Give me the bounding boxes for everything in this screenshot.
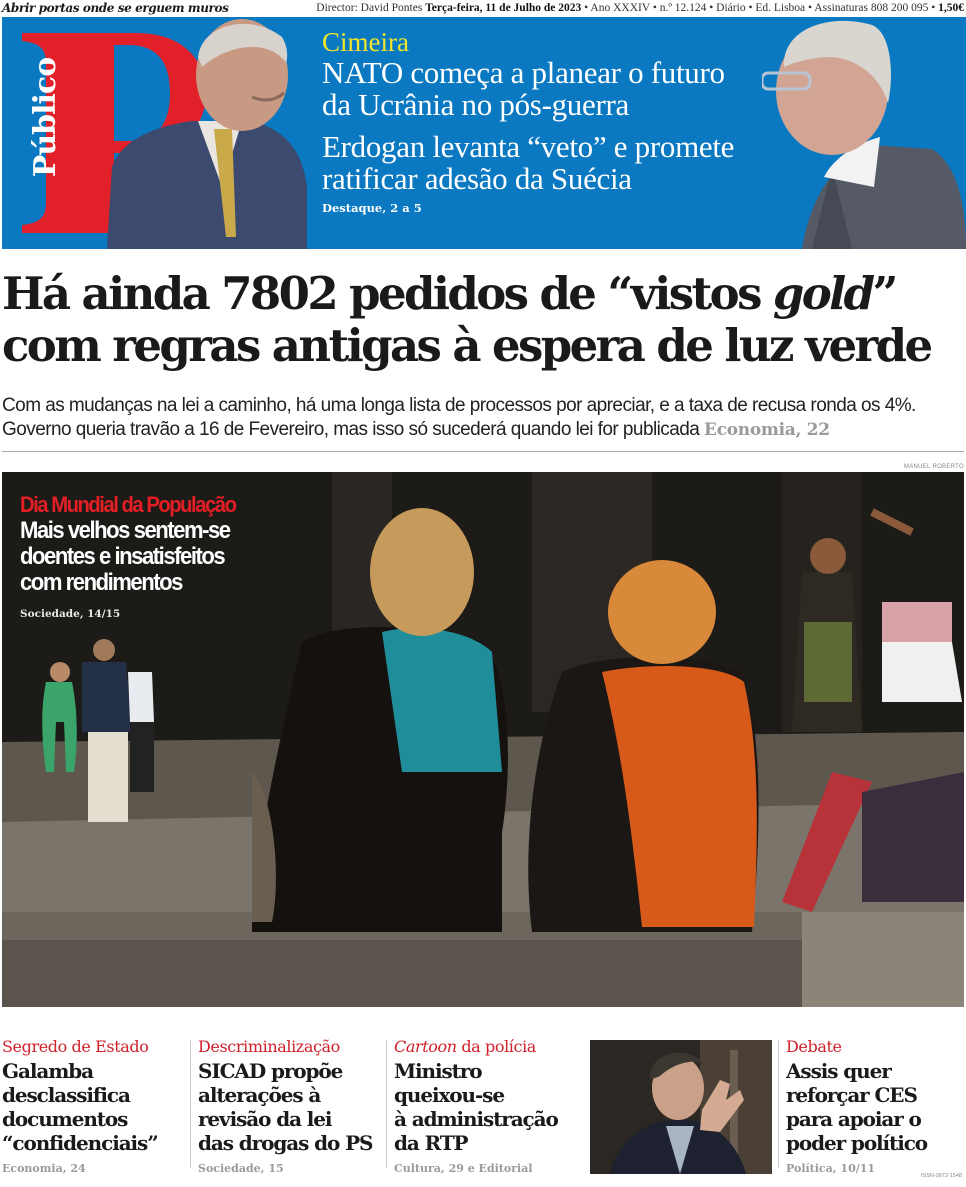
teaser-headline: Ministro queixou-se à administração da RTP xyxy=(394,1059,558,1155)
column-divider xyxy=(386,1040,387,1168)
banner-headline-1[interactable]: NATO começa a planear o futuro da Ucrânia no pós-guerra xyxy=(322,55,725,122)
photo-story-text xyxy=(20,492,320,620)
teaser-page-ref: Cultura, 29 e Editorial xyxy=(394,1162,533,1175)
minister-portrait-image xyxy=(590,1040,772,1174)
banner-headline-2[interactable]: Erdogan levanta “veto” e promete ratificar adesão da Suécia xyxy=(322,129,735,196)
banner-story xyxy=(322,27,772,215)
teaser-assis[interactable] xyxy=(786,1036,964,1176)
teaser-kicker: Descriminalização xyxy=(198,1037,340,1056)
teaser-kicker: Debate xyxy=(786,1037,842,1056)
issn-code: ISSN-0872-1548 xyxy=(921,1173,962,1179)
photo-kicker: Dia Mundial da População xyxy=(20,492,236,517)
stoltenberg-photo xyxy=(762,17,966,249)
teaser-sicad[interactable] xyxy=(198,1036,383,1176)
lead-headline[interactable]: Há ainda 7802 pedidos de “vistos gold” com regras antigas à espera de luz verde xyxy=(2,267,931,372)
price: 1,50€ xyxy=(938,2,964,14)
lead-page-ref: Economia, 22 xyxy=(704,420,830,440)
top-banner[interactable] xyxy=(2,17,966,249)
teaser-kicker: Cartoon da polícia xyxy=(394,1037,536,1056)
photo-credit: MANUEL ROBERTO xyxy=(903,464,964,470)
issue-details: • Ano XXXIV • n.º 12.124 • Diário • Ed. Lisboa • Assinaturas 808 200 095 • xyxy=(584,2,936,14)
teaser-kicker: Segredo de Estado xyxy=(2,1037,149,1056)
photo-story[interactable] xyxy=(2,472,964,1007)
banner-page-ref: Destaque, 2 a 5 xyxy=(322,201,422,215)
minister-photo[interactable] xyxy=(590,1040,772,1174)
banner-kicker: Cimeira xyxy=(322,27,409,57)
slogan: Abrir portas onde se erguem muros xyxy=(2,1,229,15)
director: Director: David Pontes xyxy=(316,2,423,14)
masthead-strip xyxy=(0,0,966,16)
teaser-page-ref: Sociedade, 15 xyxy=(198,1162,284,1175)
teaser-headline: Assis quer reforçar CES para apoiar o poder político xyxy=(786,1059,928,1155)
lead-summary: Com as mudanças na lei a caminho, há uma longa lista de processos por apreciar, e a taxa de recusa ronda os 4%. Governo queria travão a 16 de Fevereiro, mas isso só sucederá quando lei for publicada Economia, 22 xyxy=(2,395,916,440)
teaser-rtp[interactable] xyxy=(394,1036,584,1176)
column-divider xyxy=(190,1040,191,1168)
teaser-headline: SICAD propõe alterações à revisão da lei das drogas do PS xyxy=(198,1059,373,1155)
column-divider xyxy=(778,1040,779,1168)
teaser-page-ref: Política, 10/11 xyxy=(786,1162,876,1175)
teaser-page-ref: Economia, 24 xyxy=(2,1162,86,1175)
divider xyxy=(2,451,964,452)
photo-headline[interactable]: Mais velhos sentem-se doentes e insatisfeitos com rendimentos xyxy=(20,517,230,596)
teaser-galamba[interactable] xyxy=(2,1036,187,1176)
logo-wordmark: Público xyxy=(28,57,64,177)
teaser-headline: Galamba desclassifica documentos “confidenciais” xyxy=(2,1059,158,1155)
masthead-info xyxy=(316,2,964,14)
issue-date: Terça-feira, 11 de Julho de 2023 xyxy=(425,2,582,14)
photo-page-ref: Sociedade, 14/15 xyxy=(20,608,121,620)
bottom-teasers xyxy=(0,1036,966,1186)
erdogan-photo xyxy=(102,17,307,249)
